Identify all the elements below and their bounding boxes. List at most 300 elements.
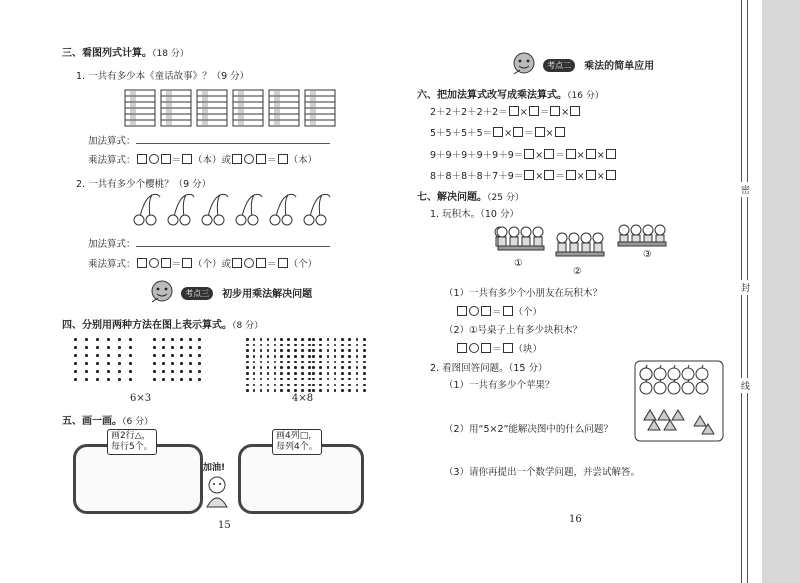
blank-box[interactable] <box>570 106 580 116</box>
dot <box>308 384 311 387</box>
dot <box>319 389 322 392</box>
dot <box>246 366 249 369</box>
dot <box>308 372 311 375</box>
dot <box>198 370 201 373</box>
dot <box>129 346 132 349</box>
dot <box>118 346 121 349</box>
dot <box>162 354 165 357</box>
dot <box>107 354 110 357</box>
dot <box>319 372 322 375</box>
dot <box>294 338 297 341</box>
dot <box>327 384 330 387</box>
operator-circle[interactable] <box>149 154 159 164</box>
dot <box>348 389 351 392</box>
dot <box>294 361 297 364</box>
instruction-sign-triangles: 画2行△， 每行5个。 <box>107 429 157 455</box>
dot <box>348 338 351 341</box>
dot <box>74 370 77 373</box>
dot <box>246 344 249 347</box>
dot <box>274 389 277 392</box>
dot <box>162 346 165 349</box>
dot <box>308 349 311 352</box>
dot <box>260 384 263 387</box>
dot <box>274 366 277 369</box>
problem-2-question-3: （3）请你再提出一个数学问题，并尝试解答。 <box>444 467 641 478</box>
dot <box>153 338 156 341</box>
dot-grid-2 <box>153 338 201 381</box>
dot <box>312 384 315 387</box>
blank-box[interactable] <box>137 258 147 268</box>
equation-4: 8＋8＋8＋8＋7＋9＝ × ＝ × × <box>430 168 617 182</box>
dot <box>287 384 290 387</box>
mascot-icon <box>510 52 538 76</box>
equation-3: 9＋9＋9＋9＋9＋9＝ × ＝ × × <box>430 147 617 161</box>
dot <box>287 378 290 381</box>
blank-box[interactable] <box>182 154 192 164</box>
dot <box>287 372 290 375</box>
problem-2-question-2: （2）用“5×2”能解决图中的什么问题？ <box>444 424 613 435</box>
dot <box>246 338 249 341</box>
binding-margin <box>762 0 800 583</box>
dot <box>287 389 290 392</box>
dot <box>280 355 283 358</box>
dot <box>327 372 330 375</box>
dot <box>107 346 110 349</box>
dot <box>260 349 263 352</box>
dot <box>348 344 351 347</box>
dot <box>334 372 337 375</box>
cheer-text: 加油! <box>203 463 226 473</box>
dot <box>308 366 311 369</box>
dot <box>171 378 174 381</box>
dot <box>180 338 183 341</box>
dot <box>189 354 192 357</box>
margin-char-xian: 线 <box>741 378 750 393</box>
blank-box[interactable] <box>481 306 491 316</box>
dot <box>356 372 359 375</box>
dot <box>334 384 337 387</box>
operator-circle[interactable] <box>469 306 479 316</box>
table-label-3: ③ <box>643 249 652 260</box>
dot <box>171 346 174 349</box>
dot <box>198 378 201 381</box>
dot <box>171 354 174 357</box>
q1-addition-row: 加法算式： <box>88 133 330 147</box>
dot <box>363 384 366 387</box>
dot <box>180 370 183 373</box>
dot <box>327 389 330 392</box>
dot <box>253 366 256 369</box>
dot <box>260 344 263 347</box>
dot <box>189 370 192 373</box>
blank-box[interactable] <box>232 154 242 164</box>
problem-2-question-1: （1）一共有多少个苹果？ <box>444 380 555 391</box>
q2-title: 2. 一共有多少个樱桃？（9 分） <box>76 179 212 190</box>
blank-box[interactable] <box>513 127 523 137</box>
section-6-title: 六、把加法算式改写成乘法算式。（16 分） <box>417 90 604 101</box>
dot <box>308 389 311 392</box>
dot <box>312 389 315 392</box>
dot <box>363 355 366 358</box>
dot <box>280 349 283 352</box>
q2-addition-row: 加法算式： <box>88 236 330 250</box>
dot <box>85 362 88 365</box>
dot <box>267 344 270 347</box>
dot <box>107 370 110 373</box>
dot <box>171 370 174 373</box>
book-stack-icon <box>125 90 155 126</box>
topic-banner-2: 考点二 乘法的简单应用 <box>510 52 654 76</box>
dot <box>118 378 121 381</box>
dot <box>287 361 290 364</box>
dot <box>267 338 270 341</box>
blank-box[interactable] <box>278 154 288 164</box>
dot <box>348 361 351 364</box>
dot <box>267 389 270 392</box>
dot <box>274 372 277 375</box>
dot <box>189 378 192 381</box>
dot <box>312 378 315 381</box>
dot <box>327 349 330 352</box>
blank-box[interactable] <box>232 258 242 268</box>
q1-title: 1. 一共有多少本《童话故事》？（9 分） <box>76 71 250 82</box>
dot <box>319 355 322 358</box>
dot <box>308 361 311 364</box>
blank-box[interactable] <box>503 306 513 316</box>
dot-grid-1 <box>74 338 132 381</box>
table-label-1: ① <box>514 258 523 269</box>
dot <box>274 361 277 364</box>
dot <box>280 338 283 341</box>
dot <box>129 354 132 357</box>
dot <box>74 362 77 365</box>
dot <box>348 366 351 369</box>
dot <box>74 346 77 349</box>
dot <box>312 349 315 352</box>
dot <box>319 344 322 347</box>
dot <box>356 366 359 369</box>
blank-box[interactable] <box>256 154 266 164</box>
dot <box>312 361 315 364</box>
dot <box>363 389 366 392</box>
blank-box[interactable] <box>544 170 554 180</box>
dot <box>171 362 174 365</box>
blank-box[interactable] <box>457 343 467 353</box>
dot <box>319 349 322 352</box>
dot <box>260 355 263 358</box>
dot <box>198 338 201 341</box>
dot <box>246 355 249 358</box>
mascot-icon <box>148 280 176 304</box>
dot <box>312 338 315 341</box>
blank-box[interactable] <box>182 258 192 268</box>
dot <box>96 378 99 381</box>
problem-1-answer-2: ＝ （块） <box>456 341 542 355</box>
dot <box>287 355 290 358</box>
dot <box>280 344 283 347</box>
blank-box[interactable] <box>256 258 266 268</box>
blank-box[interactable] <box>161 154 171 164</box>
blank-box[interactable] <box>481 343 491 353</box>
section-4-title: 四、分别用两种方法在图上表示算式。（8 分） <box>62 320 264 331</box>
dot <box>189 362 192 365</box>
margin-char-feng: 封 <box>741 280 750 295</box>
dot <box>267 355 270 358</box>
dot <box>74 338 77 341</box>
section-5-title: 五、画一画。（6 分） <box>62 416 154 427</box>
blank-box[interactable] <box>137 154 147 164</box>
dot <box>334 389 337 392</box>
dot <box>287 344 290 347</box>
dot <box>287 338 290 341</box>
section-7-title: 七、解决问题。（25 分） <box>417 192 524 203</box>
dot <box>327 355 330 358</box>
dot <box>246 361 249 364</box>
dot-grid-3 <box>246 338 311 392</box>
dot <box>96 354 99 357</box>
dot <box>96 370 99 373</box>
dot <box>294 366 297 369</box>
dot <box>348 349 351 352</box>
dot <box>253 361 256 364</box>
blank-box[interactable] <box>544 149 554 159</box>
dot <box>363 378 366 381</box>
dot <box>356 378 359 381</box>
dot <box>274 338 277 341</box>
dot <box>341 389 344 392</box>
dot <box>253 378 256 381</box>
blank-box[interactable] <box>535 127 545 137</box>
dot <box>301 355 304 358</box>
dot <box>267 361 270 364</box>
dot <box>253 384 256 387</box>
dot <box>107 362 110 365</box>
dot <box>348 384 351 387</box>
blank-box[interactable] <box>493 127 503 137</box>
dot <box>356 355 359 358</box>
dot <box>319 378 322 381</box>
dot <box>301 378 304 381</box>
dot <box>356 361 359 364</box>
dot <box>96 346 99 349</box>
dot <box>294 349 297 352</box>
dot <box>301 349 304 352</box>
dot <box>334 338 337 341</box>
dot <box>118 354 121 357</box>
dot <box>153 370 156 373</box>
dot <box>301 361 304 364</box>
operator-circle[interactable] <box>469 343 479 353</box>
dot <box>294 355 297 358</box>
dot <box>260 338 263 341</box>
dot <box>153 362 156 365</box>
instruction-sign-squares: 画4列□， 每列4个。 <box>272 429 322 455</box>
dot <box>129 378 132 381</box>
blank-box[interactable] <box>503 343 513 353</box>
dot <box>363 366 366 369</box>
page-number-15: 15 <box>218 520 231 531</box>
dot <box>153 378 156 381</box>
dot <box>96 338 99 341</box>
dot <box>308 378 311 381</box>
dot <box>198 346 201 349</box>
dot <box>319 361 322 364</box>
dot <box>280 366 283 369</box>
dot <box>260 372 263 375</box>
dot <box>118 370 121 373</box>
dot <box>129 338 132 341</box>
q1-multiplication-row: 乘法算式： ＝ （本）或 ＝ （本） <box>88 155 318 166</box>
dot <box>341 366 344 369</box>
dot <box>189 346 192 349</box>
dot <box>341 338 344 341</box>
section-3-title: 三、看图列式计算。（18 分） <box>62 48 189 59</box>
blank-box[interactable] <box>586 149 596 159</box>
dot <box>341 372 344 375</box>
dot <box>334 355 337 358</box>
dot <box>356 338 359 341</box>
dot <box>246 349 249 352</box>
dot <box>280 378 283 381</box>
blank-box[interactable] <box>566 149 576 159</box>
blank-box[interactable] <box>606 149 616 159</box>
dot <box>85 378 88 381</box>
dot <box>267 349 270 352</box>
dot <box>280 389 283 392</box>
dot <box>171 338 174 341</box>
dot <box>356 349 359 352</box>
dot <box>74 354 77 357</box>
q2-addition-blank[interactable] <box>136 246 330 247</box>
blank-box[interactable] <box>524 149 534 159</box>
dot <box>319 366 322 369</box>
dot <box>312 372 315 375</box>
dot <box>327 344 330 347</box>
dot <box>253 355 256 358</box>
dot <box>341 361 344 364</box>
q1-addition-blank[interactable] <box>136 143 330 144</box>
dot <box>153 346 156 349</box>
blank-box[interactable] <box>555 127 565 137</box>
dot <box>294 372 297 375</box>
dot <box>74 378 77 381</box>
dot <box>180 378 183 381</box>
dot <box>280 384 283 387</box>
dot <box>280 372 283 375</box>
dot <box>180 354 183 357</box>
blank-box[interactable] <box>278 258 288 268</box>
dot <box>341 349 344 352</box>
dot <box>246 384 249 387</box>
blank-box[interactable] <box>586 170 596 180</box>
books-illustration <box>124 88 344 130</box>
dot <box>301 338 304 341</box>
dot <box>274 384 277 387</box>
dot <box>253 372 256 375</box>
dot <box>363 372 366 375</box>
dot <box>294 378 297 381</box>
blank-box[interactable] <box>606 170 616 180</box>
dot <box>348 355 351 358</box>
dot <box>267 378 270 381</box>
dot <box>319 338 322 341</box>
equation-1: 2＋2＋2＋2＋2＝ × ＝ × <box>430 104 581 118</box>
table-label-2: ② <box>573 266 582 277</box>
dot <box>162 378 165 381</box>
blank-box[interactable] <box>457 306 467 316</box>
cherry-pair-icon <box>134 194 160 225</box>
dot <box>85 370 88 373</box>
dot <box>253 389 256 392</box>
dot <box>301 344 304 347</box>
dot <box>96 362 99 365</box>
dot <box>341 384 344 387</box>
dot <box>294 384 297 387</box>
blank-box[interactable] <box>524 170 534 180</box>
dot <box>246 389 249 392</box>
dot <box>356 389 359 392</box>
dot <box>198 362 201 365</box>
dot <box>294 344 297 347</box>
dot <box>334 378 337 381</box>
dot <box>129 370 132 373</box>
dot <box>301 384 304 387</box>
dot <box>267 366 270 369</box>
dot <box>308 355 311 358</box>
dot <box>363 344 366 347</box>
dot <box>118 362 121 365</box>
topic-banner-3: 考点三 初步用乘法解决问题 <box>148 280 312 304</box>
dot <box>162 338 165 341</box>
dot <box>253 349 256 352</box>
dot <box>274 355 277 358</box>
dot <box>198 354 201 357</box>
operator-circle[interactable] <box>244 258 254 268</box>
operator-circle[interactable] <box>244 154 254 164</box>
dot <box>312 344 315 347</box>
blank-box[interactable] <box>161 258 171 268</box>
dot <box>334 344 337 347</box>
dot <box>341 344 344 347</box>
dot <box>85 354 88 357</box>
problem-2-title: 2. 看图回答问题。（15 分） <box>430 363 548 374</box>
dot <box>118 338 121 341</box>
dot <box>267 384 270 387</box>
dot <box>356 384 359 387</box>
dot <box>334 349 337 352</box>
dot <box>356 344 359 347</box>
dot <box>267 372 270 375</box>
blank-box[interactable] <box>566 170 576 180</box>
fruit-picture <box>634 360 724 442</box>
dot <box>341 378 344 381</box>
dot <box>260 366 263 369</box>
dot <box>363 361 366 364</box>
blank-box[interactable] <box>509 106 519 116</box>
dot <box>334 361 337 364</box>
dot <box>153 354 156 357</box>
dot <box>260 378 263 381</box>
dot <box>348 372 351 375</box>
expression-6x3: 6×3 <box>130 393 152 404</box>
dot <box>129 362 132 365</box>
blank-box[interactable] <box>550 106 560 116</box>
dot <box>260 361 263 364</box>
problem-1-title: 1. 玩积木。（10 分） <box>430 209 519 220</box>
dot <box>308 338 311 341</box>
operator-circle[interactable] <box>149 258 159 268</box>
blank-box[interactable] <box>529 106 539 116</box>
